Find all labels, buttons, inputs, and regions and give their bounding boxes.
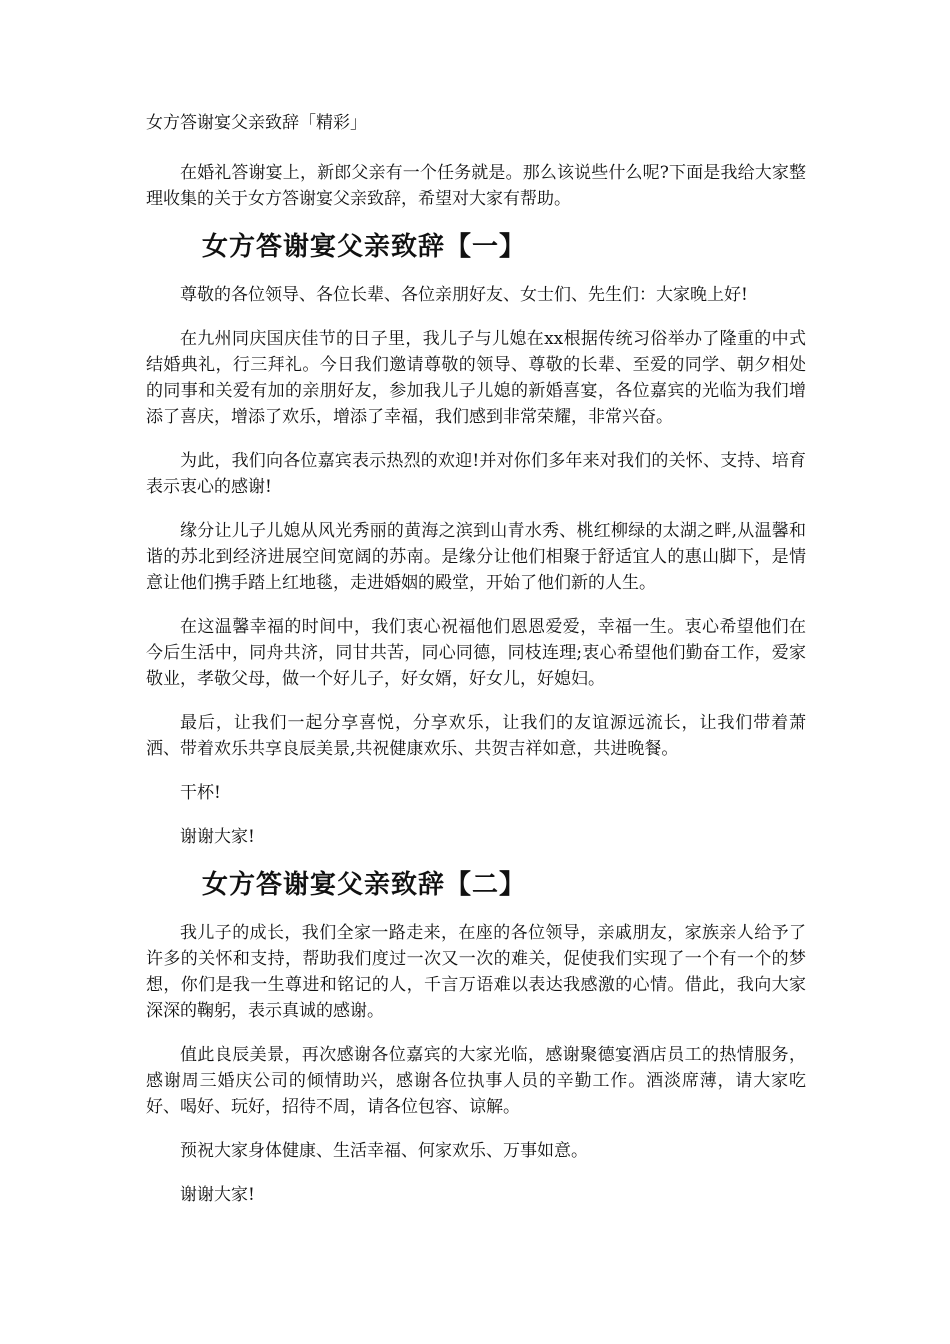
paragraph: 最后，让我们一起分享喜悦，分享欢乐，让我们的友谊源远流长，让我们带着萧洒、带着欢乐共享良辰美景,共祝健康欢乐、共贺吉祥如意，共进晚餐。 <box>146 713 806 759</box>
paragraph: 干杯! <box>180 783 221 803</box>
paragraph: 谢谢大家! <box>180 827 255 847</box>
section-heading: 女方答谢宴父亲致辞【一】 <box>202 232 527 262</box>
paragraph: 预祝大家身体健康、生活幸福、何家欢乐、万事如意。 <box>180 1141 588 1161</box>
section-two <box>146 868 806 1208</box>
paragraph: 在九州同庆国庆佳节的日子里，我儿子与儿媳在xx根据传统习俗举办了隆重的中式结婚典礼，行三拜礼。今日我们邀请尊敬的领导、尊敬的长辈、至爱的同学、朝夕相处的同事和关爱有加的亲朋好友，参加我儿子儿媳的新婚喜宴，各位嘉宾的光临为我们增添了喜庆，增添了欢乐，增添了幸福，我们感到非常荣耀，非常兴奋。 <box>146 329 806 427</box>
paragraph: 缘分让儿子儿媳从风光秀丽的黄海之滨到山青水秀、桃红柳绿的太湖之畔,从温馨和谐的苏北到经济进展空间宽阔的苏南。是缘分让他们相聚于舒适宜人的惠山脚下，是情意让他们携手踏上红地毯，走进婚姻的殿堂，开始了他们新的人生。 <box>146 521 806 593</box>
paragraph: 在这温馨幸福的时间中，我们衷心祝福他们恩恩爱爱，幸福一生。衷心希望他们在今后生活中，同舟共济，同甘共苦，同心同德，同枝连理;衷心希望他们勤奋工作，爱家敬业，孝敬父母，做一个好儿子，好女婿，好女儿，好媳妇。 <box>146 617 806 689</box>
intro-paragraph: 在婚礼答谢宴上，新郎父亲有一个任务就是。那么该说些什么呢?下面是我给大家整理收集的关于女方答谢宴父亲致辞，希望对大家有帮助。 <box>146 163 806 209</box>
section-heading: 女方答谢宴父亲致辞【二】 <box>202 870 527 900</box>
document-title: 女方答谢宴父亲致辞「精彩」 <box>146 113 367 133</box>
paragraph: 尊敬的各位领导、各位长辈、各位亲朋好友、女士们、先生们：大家晚上好! <box>180 285 748 305</box>
paragraph: 值此良辰美景，再次感谢各位嘉宾的大家光临，感谢聚德宴酒店员工的热情服务，感谢周三婚庆公司的倾情助兴，感谢各位执事人员的辛勤工作。酒淡席薄，请大家吃好、喝好、玩好，招待不周，请各位包容、谅解。 <box>146 1045 806 1117</box>
paragraph: 为此，我们向各位嘉宾表示热烈的欢迎!并对你们多年来对我们的关怀、支持、培育表示衷心的感谢! <box>146 451 806 497</box>
section-one <box>146 230 806 850</box>
document-page <box>146 110 806 1226</box>
paragraph: 我儿子的成长，我们全家一路走来，在座的各位领导，亲戚朋友，家族亲人给予了许多的关怀和支持，帮助我们度过一次又一次的难关，促使我们实现了一个有一个的梦想，你们是我一生尊进和铭记的人，千言万语难以表达我感激的心情。借此，我向大家深深的鞠躬，表示真诚的感谢。 <box>146 923 806 1021</box>
paragraph: 谢谢大家! <box>180 1185 255 1205</box>
